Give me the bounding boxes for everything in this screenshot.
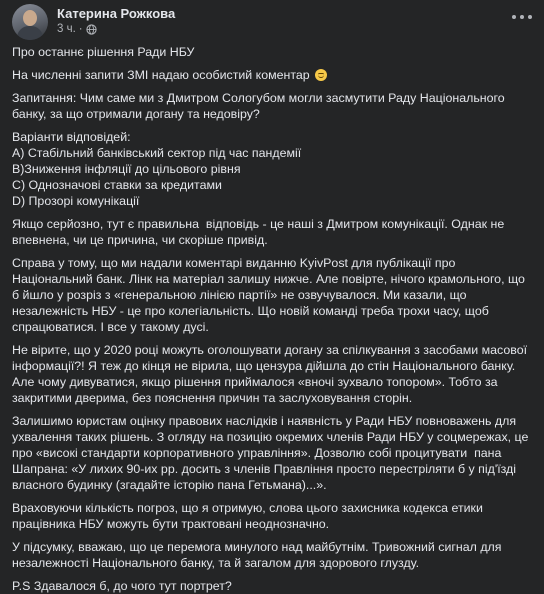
post-paragraph: Залишимо юристам оцінку правових наслідків і наявність у Ради НБУ повноважень для ухвалення таких рішень. З огляду на позицію окремих членів Ради НБУ у соцмережах, це про «високі стандарти корпоративного управління». Дозволю собі процитувати пана Шапрана: «У лихих 90-их рр. досить з членів Правління просто перестріляти б у під'їзді власного будинку (згадайте історію пана Гетьмана)...».: [12, 414, 532, 492]
post-paragraph: Враховуючи кількість погроз, що я отримую, слова цього захисника кодекса етики працівника НБУ можуть бути трактовані неоднозначно.: [12, 501, 487, 531]
post-paragraph: P.S Здавалося б, до чого тут портрет?: [12, 579, 232, 593]
post-time-row: 3 ч. ·: [57, 22, 175, 37]
post-meta: [57, 4, 175, 37]
post-paragraph: Не вірите, що у 2020 році можуть оголошувати догану за спілкування з засобами масової інформації?! Я теж до кінця не вірила, що цензура дійшла до стін Національного банку. Але чому дивуватися, якщо рішення приймалося «вночі зухвало топором». Тобто за закритими дверима, без пояснення причин та заслуховування сторін.: [12, 343, 531, 405]
avatar[interactable]: [12, 4, 48, 40]
post-paragraph: У підсумку, вважаю, що це перемога минулого над майбутнім. Тривожний сигнал для незалежності Національного банку, та й загалом для здорового глузду.: [12, 540, 505, 570]
post-paragraph: Справа у тому, що ми надали коментарі виданню KyivPost для публікації про Національний банк. Лінк на матеріал залишу нижче. Але повірте, нічого крамольного, що б йшло у розріз з «генеральною лінією партії» не озвучувалося. Ми казали, що незалежність НБУ - це про колегіальність. Що новій команді треба трохи часу, щоб спрацюватися. І все у такому дусі.: [12, 256, 529, 334]
post-body: [12, 44, 534, 594]
post-header: [12, 4, 534, 44]
post-paragraph: Якщо серйозно, тут є правильна відповідь - це наші з Дмитром комунікації. Однак не впевнена, чи це причина, чи скоріше привід.: [12, 217, 508, 247]
author-name[interactable]: Катерина Рожкова: [57, 6, 176, 21]
more-options-icon[interactable]: [512, 12, 532, 22]
globe-icon: [86, 24, 97, 35]
smile-emoji-icon: [315, 69, 327, 81]
post-paragraph: Варіанти відповідей: А) Стабільний банківський сектор під час пандемії В)Зниження інфляції до цільового рівня С) Однозначові ставки за кредитами D) Прозорі комунікації: [12, 130, 302, 208]
post-paragraph: Запитання: Чим саме ми з Дмитром Сологубом могли засмутити Раду Національного банку, за що отримали догану та недовіру?: [12, 91, 509, 121]
post-timestamp[interactable]: 3 ч.: [57, 23, 76, 35]
post-paragraph: Про останнє рішення Ради НБУ: [12, 45, 195, 59]
post-paragraph: На численні запити ЗМІ надаю особистий коментар: [12, 67, 534, 83]
